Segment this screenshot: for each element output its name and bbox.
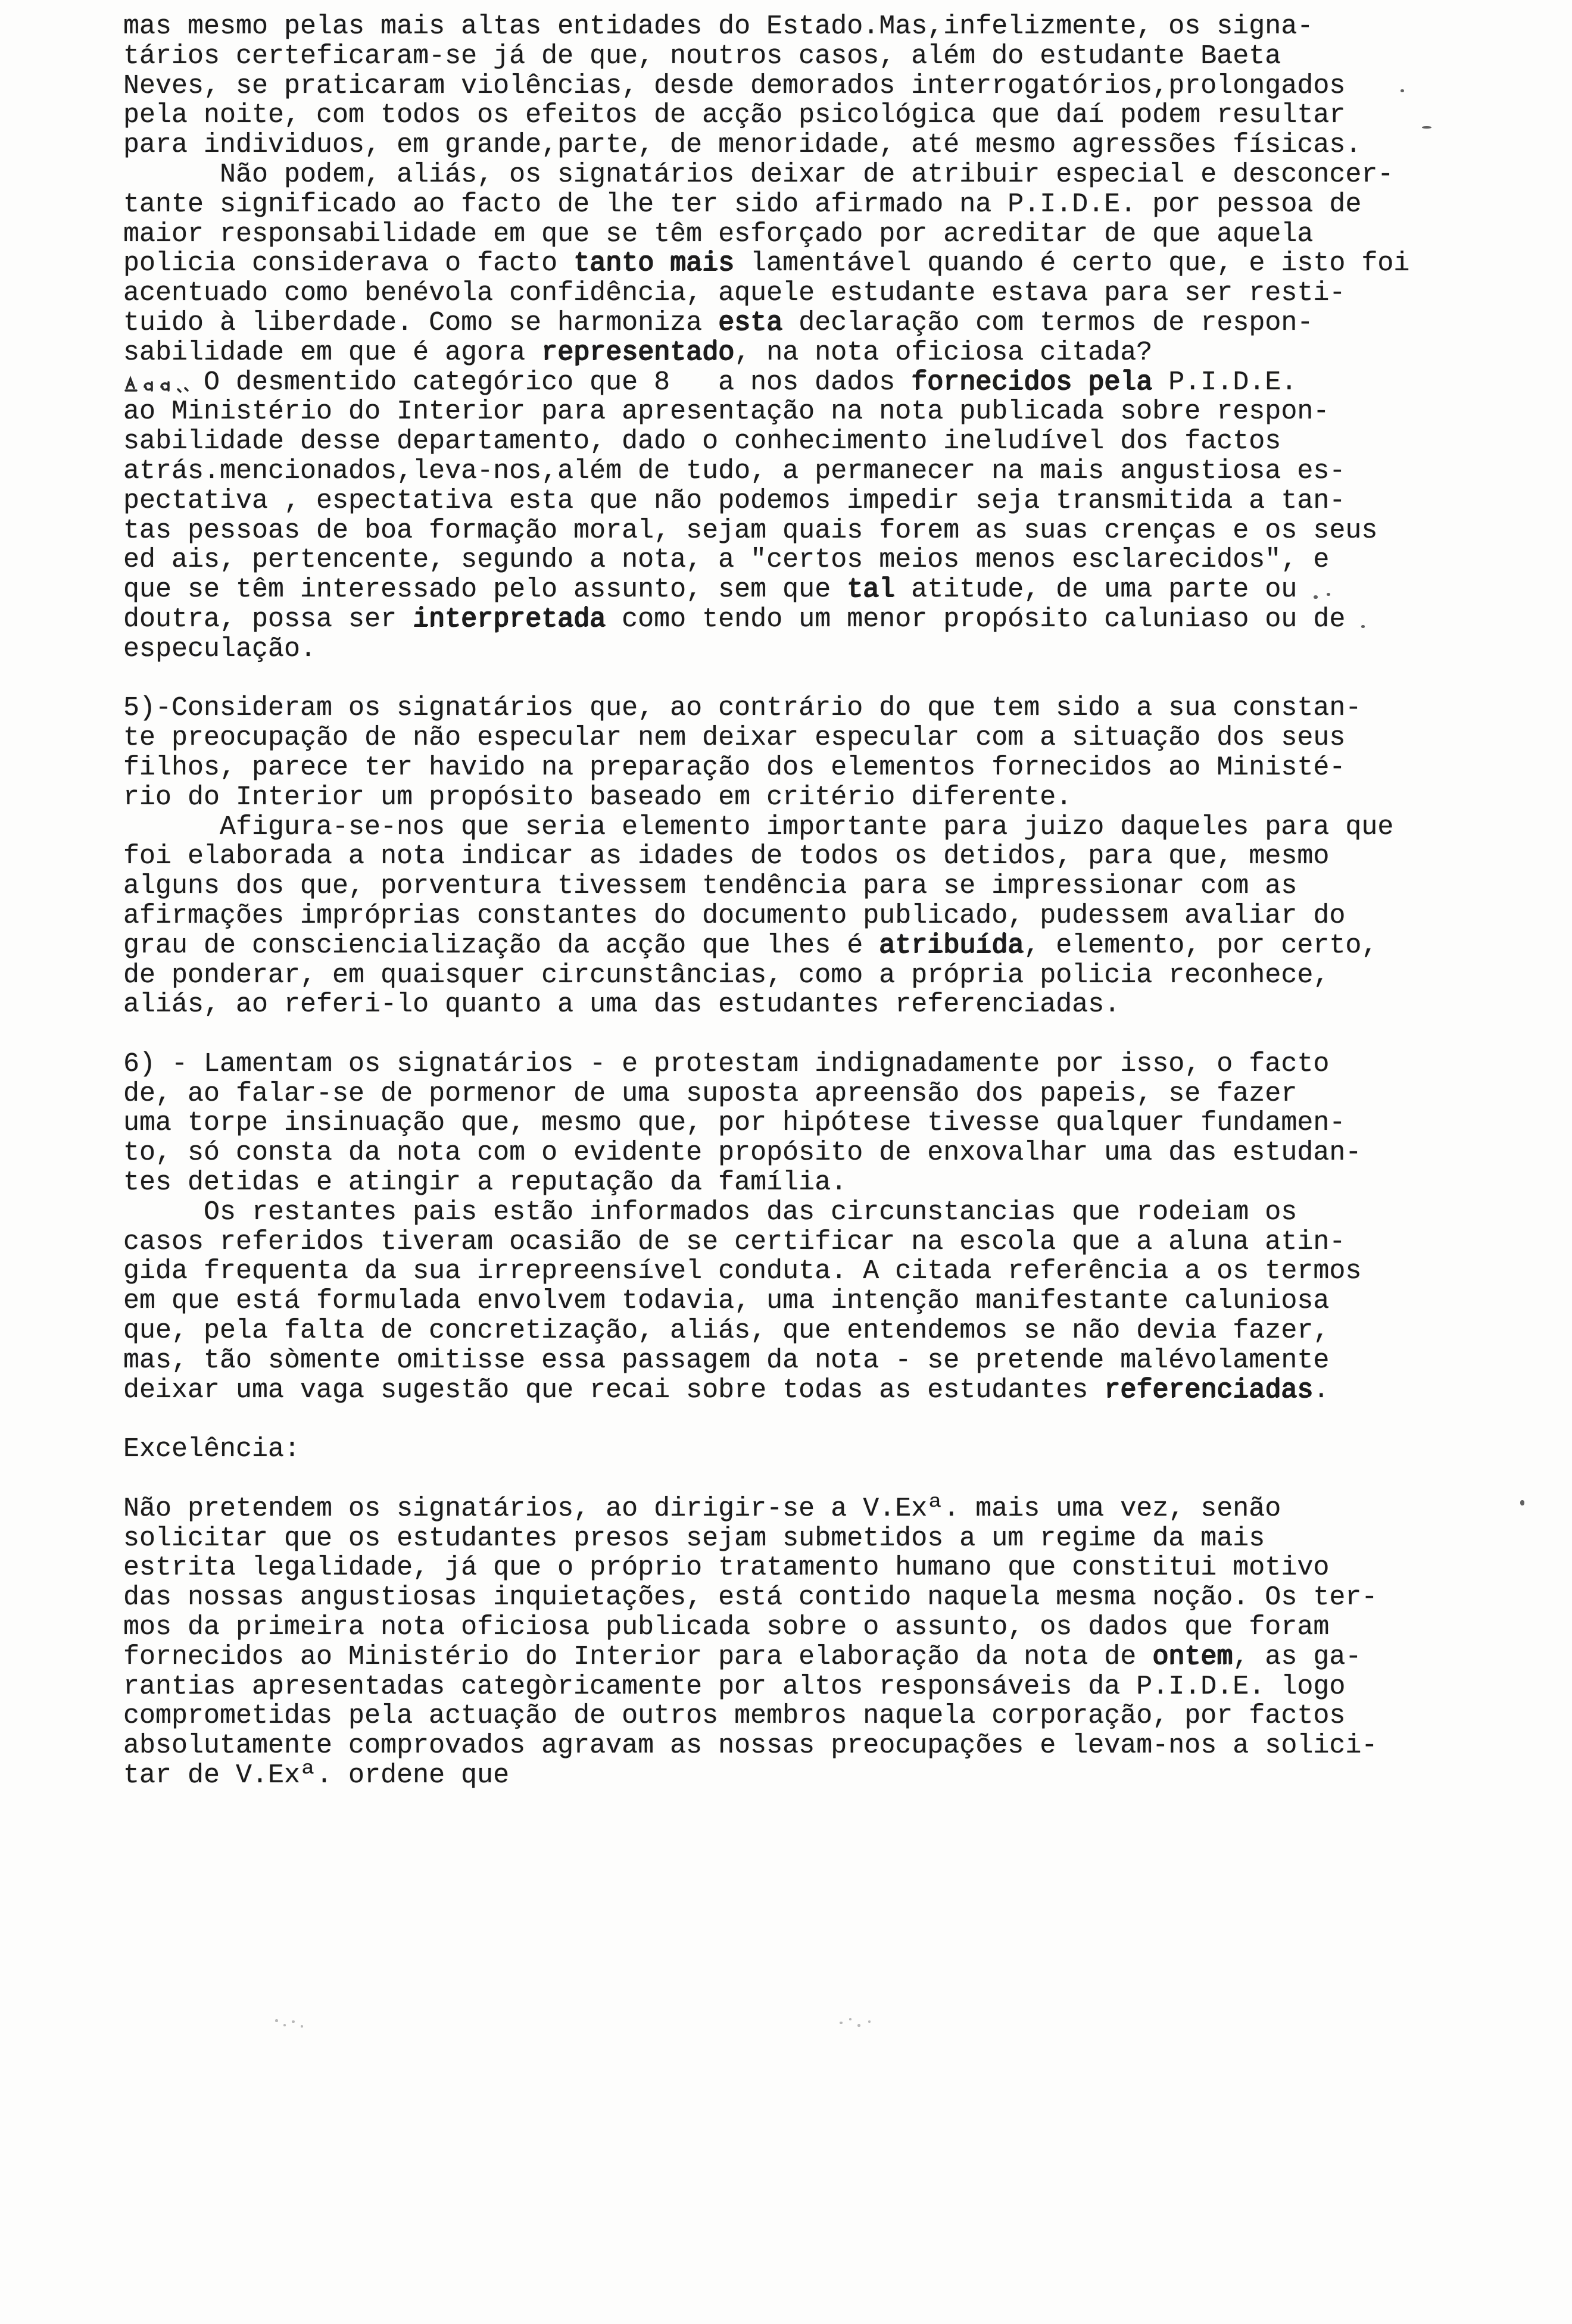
blank-line: [123, 1020, 1409, 1049]
text-line: acentuado como benévola confidência, aquele estudante estava para ser resti-: [123, 278, 1346, 309]
scan-speck: [849, 2018, 852, 2020]
line-segment: sabilidade em que é agora: [123, 337, 542, 368]
text-line: gida frequenta da sua irrepreensível conduta. A citada referência a os termos: [123, 1256, 1362, 1287]
text-line: solicitar que os estudantes presos sejam submetidos a um regime da mais: [123, 1523, 1265, 1554]
text-line: uma torpe insinuação que, mesmo que, por hipótese tivesse qualquer fundamen-: [123, 1108, 1346, 1139]
text-line: sabilidade desse departamento, dado o conhecimento ineludível dos factos: [123, 426, 1281, 457]
scan-speck: [1327, 593, 1330, 596]
line-segment: , na nota oficiosa citada?: [734, 337, 1153, 368]
text-line: tários certeficaram-se já de que, noutros casos, além do estudante Baeta: [123, 40, 1281, 71]
blank-line: [123, 664, 1409, 694]
text-line: [123, 249, 1409, 279]
blank-line: [123, 1464, 1409, 1494]
text-line: Neves, se praticaram violências, desde demorados interrogatórios,prolongados: [123, 70, 1346, 101]
line-segment: deixar uma vaga sugestão que recai sobre todas as estudantes: [123, 1375, 1105, 1405]
paragraph-point-5: [123, 694, 1409, 812]
overtyped-word: interpretada: [413, 604, 606, 635]
scan-speck: [1422, 126, 1431, 129]
line-segment: como tendo um menor propósito caluniaso ou de: [606, 604, 1346, 635]
overtype-smudge: [123, 371, 194, 391]
text-line: mas mesmo pelas mais altas entidades do Estado.Mas,infelizmente, os signa-: [123, 11, 1314, 42]
text-line: maior responsabilidade em que se têm esforçado por acreditar de que aquela: [123, 218, 1314, 249]
overtyped-word: fornecidos pela: [911, 367, 1153, 398]
text-line: das nossas angustiosas inquietações, está contido naquela mesma noção. Os ter-: [123, 1582, 1378, 1613]
typewritten-body: [123, 12, 1409, 1791]
text-line: [123, 368, 1409, 398]
overtyped-word: atribuída: [879, 930, 1024, 961]
text-line: Os restantes pais estão informados das circunstancias que rodeiam os: [204, 1197, 1297, 1227]
line-segment: .: [1313, 1375, 1330, 1405]
paragraph: [123, 1198, 1409, 1405]
line-segment: policia considerava o facto: [123, 248, 574, 279]
scan-speck: [275, 2019, 278, 2022]
text-line: rio do Interior um propósito baseado em critério diferente.: [123, 782, 1072, 813]
text-line: Afigura-se-nos que seria elemento importante para juizo daqueles para que: [220, 811, 1394, 842]
text-line: para individuos, em grande,parte, de menoridade, até mesmo agressões físicas.: [123, 130, 1362, 161]
text-line: mas, tão sòmente omitisse essa passagem da nota - se pretende malévolamente: [123, 1345, 1330, 1376]
text-line: rantias apresentadas categòricamente por altos responsáveis da P.I.D.E. logo: [123, 1671, 1346, 1702]
text-line: tar de V.Exª. ordene que: [123, 1760, 510, 1791]
scan-speck: [1401, 89, 1404, 92]
text-line: alguns dos que, porventura tivessem tendência para se impressionar com as: [123, 871, 1297, 902]
overtyped-word: referenciadas: [1104, 1375, 1314, 1405]
text-line: de, ao falar-se de pormenor de uma suposta apreensão dos papeis, se fazer: [123, 1078, 1297, 1109]
line-segment: P.I.D.E.: [1152, 367, 1297, 398]
scan-speck: [283, 2024, 286, 2026]
text-line: ao Ministério do Interior para apresentação na nota publicada sobre respon-: [123, 396, 1330, 427]
text-line: atrás.mencionados,leva-nos,além de tudo, a permanecer na mais angustiosa es-: [123, 455, 1346, 486]
text-line: 6) - Lamentam os signatários - e protestam indignadamente por isso, o facto: [123, 1048, 1330, 1079]
line-segment: que se têm interessado pelo assunto, sem que: [123, 574, 847, 605]
text-line: especulação.: [123, 633, 317, 664]
text-line: tes detidas e atingir a reputação da família.: [123, 1167, 847, 1198]
text-line: [123, 931, 1409, 961]
scan-speck: [1520, 1500, 1524, 1505]
text-line: estrita legalidade, já que o próprio tratamento humano que constitui motivo: [123, 1553, 1330, 1583]
line-segment: , elemento, por certo,: [1024, 930, 1378, 961]
line-segment: , as ga-: [1233, 1641, 1362, 1672]
scan-speck: [840, 2022, 843, 2024]
text-line: Não pretendem os signatários, ao dirigir-se a V.Exª. mais uma vez, senão: [123, 1493, 1281, 1524]
overtyped-word: tal: [847, 574, 896, 605]
text-line: foi elaborada a nota indicar as idades de todos os detidos, para que, mesmo: [123, 841, 1330, 872]
paragraph: [123, 813, 1409, 1020]
line-segment: tuido à liberdade. Como se harmoniza: [123, 307, 719, 338]
overtyped-word: ontem: [1152, 1641, 1233, 1672]
line-segment: declaração com termos de respon-: [782, 307, 1314, 338]
line-segment: grau de consciencialização da acção que lhes é: [123, 930, 879, 961]
blank-line: [123, 1405, 1409, 1435]
text-line: [123, 338, 1409, 368]
scan-speck: [292, 2020, 295, 2023]
overtyped-word: tanto mais: [573, 248, 735, 279]
text-line: que, pela falta de concretização, aliás, que entendemos se não devia fazer,: [123, 1316, 1330, 1347]
text-line: comprometidas pela actuação de outros membros naquela corporação, por factos: [123, 1701, 1346, 1732]
text-line: afirmações impróprias constantes do documento publicado, pudessem avaliar do: [123, 900, 1346, 931]
text-line: 5)-Consideram os signatários que, ao contrário do que tem sido a sua constan-: [123, 693, 1362, 724]
line-segment: doutra, possa ser: [123, 604, 413, 635]
text-line: casos referidos tiveram ocasião de se certificar na escola que a aluna atin-: [123, 1226, 1346, 1257]
overtyped-word: representado: [541, 337, 735, 368]
text-line: absolutamente comprovados agravam as nossas preocupações e levam-nos a solici-: [123, 1730, 1378, 1761]
text-line: pela noite, com todos os efeitos de acção psicológica que daí podem resultar: [123, 100, 1346, 131]
scan-speck: [1314, 595, 1318, 599]
text-line: mos da primeira nota oficiosa publicada sobre o assunto, os dados que foram: [123, 1612, 1330, 1643]
text-line: ed ais, pertencente, segundo a nota, a "certos meios menos esclarecidos", e: [123, 545, 1330, 576]
text-line: aliás, ao referi-lo quanto a uma das estudantes referenciadas.: [123, 989, 1121, 1020]
text-line: [123, 1376, 1409, 1405]
paragraph: [123, 160, 1409, 368]
text-line: tas pessoas de boa formação moral, sejam quais forem as suas crenças e os seus: [123, 515, 1378, 546]
text-line: [123, 1642, 1409, 1672]
line-segment: atitude, de uma parte ou: [895, 574, 1297, 605]
line-segment: O desmentido categórico que 8 a nos dados: [204, 367, 912, 398]
text-line: pectativa , espectativa esta que não podemos impedir seja transmitida a tan-: [123, 485, 1346, 516]
text-line: [123, 308, 1409, 338]
scan-speck: [301, 2025, 303, 2028]
text-line: te preocupação de não especular nem deixar especular com a situação dos seus: [123, 723, 1346, 754]
salutation: Excelência:: [123, 1434, 301, 1465]
scan-speck: [1361, 625, 1365, 628]
paragraph-continuation: [123, 12, 1409, 160]
scan-speck: [857, 2024, 860, 2027]
text-line: [123, 575, 1409, 605]
paragraph-request: [123, 1494, 1409, 1791]
overtyped-word: esta: [718, 307, 783, 338]
paragraph-point-6: [123, 1049, 1409, 1198]
line-segment: lamentável quando é certo que, e isto foi: [734, 248, 1410, 279]
paragraph: [123, 368, 1409, 664]
text-line: Não podem, aliás, os signatários deixar de atribuir especial e desconcer-: [220, 159, 1394, 190]
text-line: filhos, parece ter havido na preparação dos elementos fornecidos ao Ministé-: [123, 752, 1346, 783]
text-line: de ponderar, em quaisquer circunstâncias, como a própria policia reconhece,: [123, 960, 1330, 991]
text-line: to, só consta da nota com o evidente propósito de enxovalhar uma das estudan-: [123, 1138, 1362, 1169]
text-line: em que está formulada envolvem todavia, uma intenção manifestante caluniosa: [123, 1286, 1330, 1317]
text-line: tante significado ao facto de lhe ter sido afirmado na P.I.D.E. por pessoa de: [123, 189, 1362, 220]
text-line: [123, 605, 1409, 635]
line-segment: fornecidos ao Ministério do Interior para elaboração da nota de: [123, 1641, 1153, 1672]
scan-speck: [868, 2020, 871, 2023]
